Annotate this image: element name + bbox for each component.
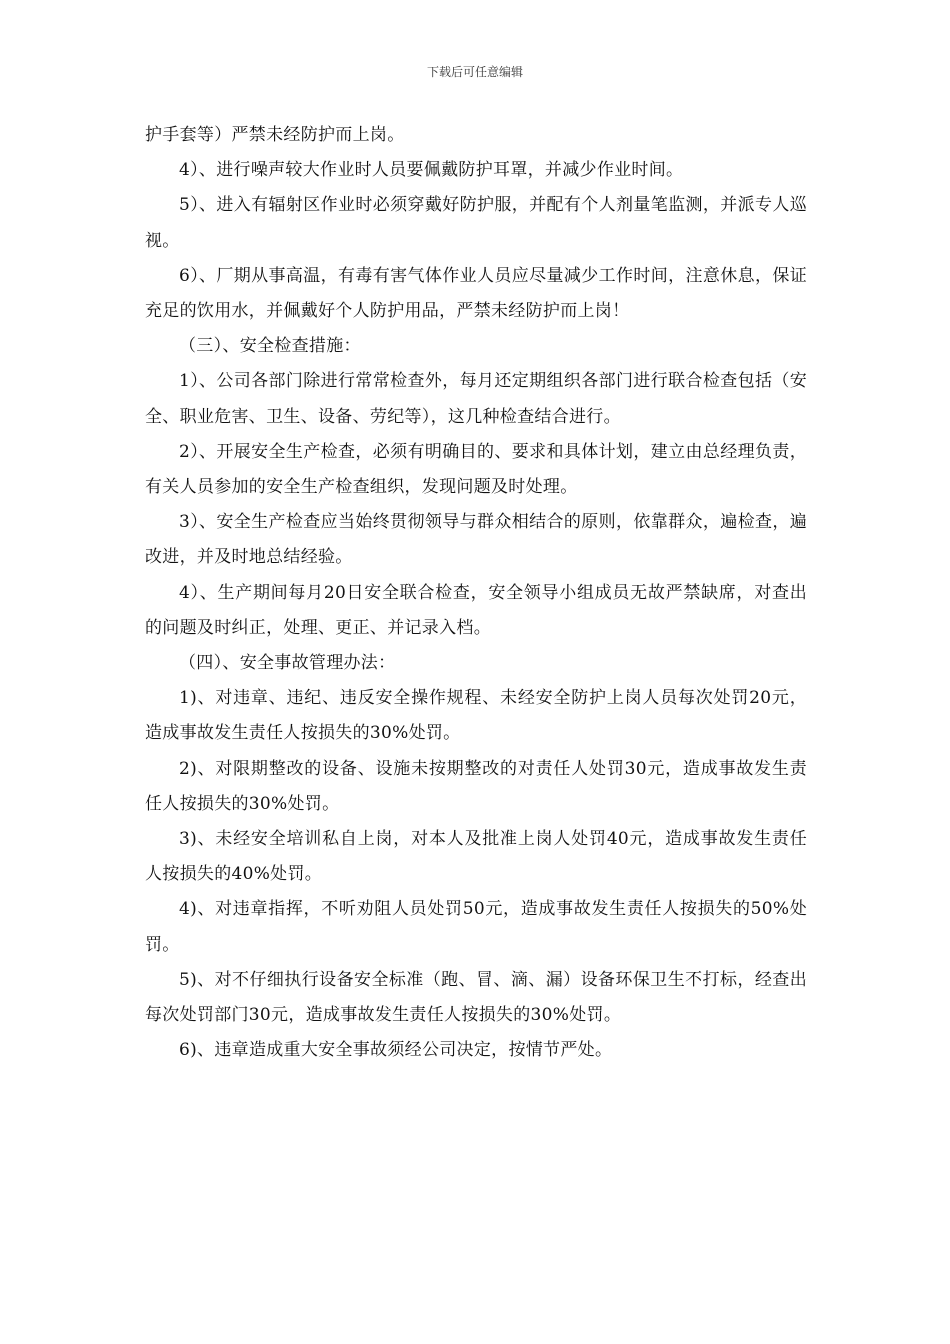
paragraph-inspection-4: 4）、生产期间每月20日安全联合检查，安全领导小组成员无故严禁缺席，对查出的问题及时纠正，处理、更正、并记录入档。 [145,582,807,638]
paragraph-inspection-3: 3）、安全生产检查应当始终贯彻领导与群众相结合的原则，依靠群众，遍检查，遍改进，并及时地总结经验。 [145,512,807,568]
paragraph-penalty-2: 2)、对限期整改的设备、设施未按期整改的对责任人处罚30元，造成事故发生责任人按损失的30%处罚。 [145,758,807,814]
paragraph-penalty-4: 4)、对违章指挥，不听劝阻人员处罚50元，造成事故发生责任人按损失的50%处罚。 [145,899,807,955]
paragraph-inspection-1: 1）、公司各部门除进行常常检查外，每月还定期组织各部门进行联合检查包括（安全、职业危害、卫生、设备、劳纪等），这几种检查结合进行。 [145,371,807,427]
paragraph-item-4-noise: 4）、进行噪声较大作业时人员要佩戴防护耳罩，并减少作业时间。 [179,160,684,181]
paragraph-penalty-1: 1)、对违章、违纪、违反安全操作规程、未经安全防护上岗人员每次处罚20元，造成事故发生责任人按损失的30%处罚。 [145,688,807,744]
paragraph-penalty-6: 6)、违章造成重大安全事故须经公司决定，按情节严处。 [179,1040,613,1061]
section-heading-accident: （四）、安全事故管理办法： [179,653,396,674]
paragraph-penalty-3: 3)、未经安全培训私自上岗，对本人及批准上岗人处罚40元，造成事故发生责任人按损失的40%处罚。 [145,829,807,885]
paragraph-item-5-radiation: 5）、进入有辐射区作业时必须穿戴好防护服，并配有个人剂量笔监测，并派专人巡视。 [145,195,807,251]
paragraph-inspection-2: 2）、开展安全生产检查，必须有明确目的、要求和具体计划，建立由总经理负责，有关人员参加的安全生产检查组织，发现问题及时处理。 [145,441,807,498]
paragraph-penalty-5: 5)、对不仔细执行设备安全标准（跑、冒、滴、漏）设备环保卫生不打标，经查出每次处罚部门30元，造成事故发生责任人按损失的30%处罚。 [145,969,807,1026]
section-heading-inspection: （三）、安全检查措施： [179,336,361,357]
paragraph-continuation: 护手套等）严禁未经防护而上岗。 [145,125,405,145]
paragraph-item-6-heat: 6）、厂期从事高温，有毒有害气体作业人员应尽量减少工作时间，注意休息，保证充足的饮用水，并佩戴好个人防护用品，严禁未经防护而上岗！ [145,265,807,322]
document-body [145,118,807,1068]
page-header: 下载后可任意编辑 [426,65,523,79]
